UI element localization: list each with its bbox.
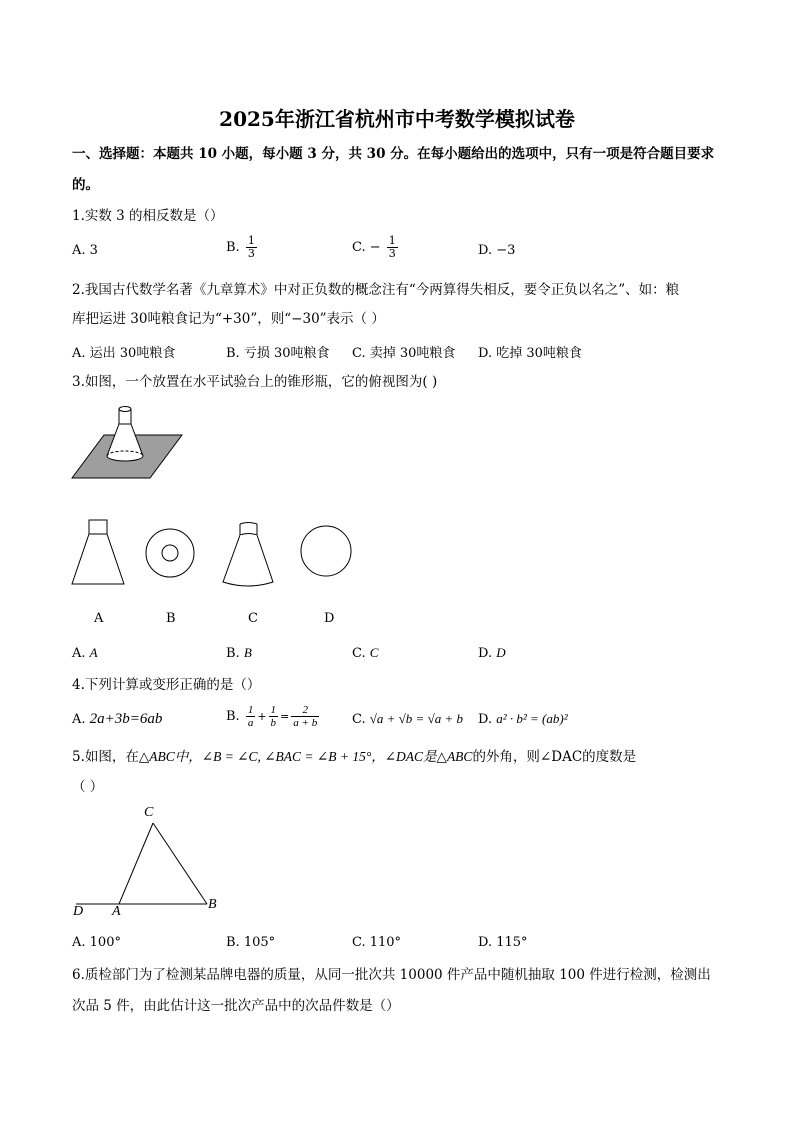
option-a-neck	[89, 520, 107, 534]
fraction-numerator: 1	[247, 704, 254, 716]
q4-option-b	[226, 704, 321, 729]
q5-option-c: C. 110°	[352, 935, 402, 950]
q5-stem-part: 的外角，则∠DAC的度数是	[472, 749, 637, 765]
q4-option-a	[72, 711, 162, 728]
option-a-trapezoid	[72, 534, 124, 584]
fraction-numerator: 2	[291, 704, 319, 717]
q1-option-b	[226, 235, 259, 260]
q2-stem-line1: 2.我国古代数学名著《九章算术》中对正负数的概念注有“今两算得失相反，要令正负以名之”、如：粮	[72, 282, 680, 298]
q3-option-figures	[70, 518, 360, 588]
q5-triangle-name: ABC	[446, 749, 473, 764]
fraction-denominator: a + b	[293, 717, 318, 729]
q5-option-a: A. 100°	[72, 935, 121, 950]
q2-option-b: B. 亏损 30吨粮食	[226, 346, 330, 361]
q3-stem: 3.如图，一个放置在水平试验台上的锥形瓶，它的俯视图为( )	[72, 374, 438, 390]
option-b-inner-circle	[162, 545, 178, 561]
q5-label-c: C	[144, 805, 154, 820]
q3-fig-label-b: B	[166, 611, 176, 626]
q3-option-a-value: A	[89, 645, 98, 660]
q4-option-b-prefix: B.	[226, 709, 240, 724]
q5-stem-part: 5.如图，在△	[72, 749, 150, 765]
q5-stem-part: 中，∠B = ∠C, ∠BAC = ∠B + 15°，∠DAC是△	[174, 749, 447, 764]
q2-option-c: C. 卖掉 30吨粮食	[352, 346, 456, 361]
q4-b-term2	[269, 704, 279, 729]
q3-option-d	[478, 645, 506, 661]
fraction-denominator: 3	[388, 247, 396, 260]
q1-option-b-fraction	[246, 235, 257, 260]
q3-option-c-prefix: C.	[352, 646, 366, 661]
fraction-denominator: b	[270, 717, 277, 729]
q5-stem-line1	[72, 748, 636, 766]
plus-sign: +	[257, 710, 267, 723]
q1-option-c	[352, 235, 400, 260]
q4-option-d-prefix: D.	[478, 712, 493, 727]
q5-option-d: D. 115°	[478, 935, 528, 950]
equals-sign: =	[280, 710, 290, 723]
q1-option-c-fraction	[387, 235, 398, 260]
q5-triangle-name: ABC	[149, 749, 175, 764]
q3-option-a	[72, 645, 98, 661]
option-c-neck-top	[240, 523, 257, 525]
q3-fig-label-c: C	[248, 611, 258, 626]
q3-option-b-prefix: B.	[226, 646, 240, 661]
q4-option-c-expression: √a + √b = √a + b	[369, 711, 463, 726]
q1-stem: 1.实数 3 的相反数是（）	[72, 208, 224, 224]
q4-b-term1	[246, 704, 256, 729]
fraction-numerator: 1	[270, 704, 277, 716]
q4-option-a-prefix: A.	[72, 712, 86, 727]
q4-option-a-expression: 2a+3b=6ab	[89, 711, 163, 727]
side-cb	[153, 823, 207, 904]
q4-stem: 4.下列计算或变形正确的是（）	[72, 677, 261, 693]
fraction-denominator: a	[247, 717, 254, 729]
q3-option-d-prefix: D.	[478, 646, 493, 661]
q2-stem-line2: 库把运进 30吨粮食记为“+30”，则“−30”表示（ ）	[72, 311, 385, 327]
page-title: 2025年浙江省杭州市中考数学模拟试卷	[219, 107, 575, 131]
section-header-line2: 的。	[72, 177, 99, 193]
option-c-body	[223, 535, 273, 586]
q1-option-a: A. 3	[72, 243, 98, 258]
side-ac	[119, 823, 153, 904]
section-header-line1: 一、选择题：本题共 10 小题，每小题 3 分，共 30 分。在每小题给出的选项中，只有一项是符合题目要求	[72, 146, 715, 162]
option-d-circle	[301, 526, 351, 576]
flask-neck-top	[119, 407, 131, 412]
q3-option-b	[226, 645, 252, 661]
q3-flask-on-platform-figure	[72, 400, 184, 482]
q4-b-term3	[291, 704, 319, 729]
q4-option-d	[478, 711, 568, 727]
q5-label-b: B	[208, 897, 217, 912]
q5-option-b: B. 105°	[226, 935, 276, 950]
flask-body	[107, 424, 143, 461]
q1-option-b-prefix: B.	[226, 240, 240, 255]
q3-option-c-value: C	[369, 645, 379, 660]
fraction-numerator: 1	[388, 234, 396, 247]
fraction-denominator: 3	[247, 247, 255, 260]
option-c-neck-bottom	[240, 534, 257, 536]
q4-option-d-expression: a² · b² = (ab)²	[496, 711, 568, 726]
q1-option-c-prefix: C. −	[352, 240, 381, 255]
q4-option-c-prefix: C.	[352, 712, 366, 727]
q2-option-d: D. 吃掉 30吨粮食	[478, 346, 582, 361]
q3-option-c	[352, 645, 378, 661]
q3-fig-label-a: A	[94, 611, 104, 626]
q2-option-a: A. 运出 30吨粮食	[72, 346, 176, 361]
q5-label-d: D	[73, 904, 84, 919]
q6-stem-line1: 6.质检部门为了检测某品牌电器的质量，从同一批次共 10000 件产品中随机抽取 100 件进行检测，检测出	[72, 967, 711, 983]
q5-stem-line2: （ ）	[72, 779, 104, 795]
q3-fig-label-d: D	[324, 611, 335, 626]
q3-option-b-value: B	[243, 645, 252, 660]
q1-option-d: D. −3	[478, 243, 516, 258]
q6-stem-line2: 次品 5 件，由此估计这一批次产品中的次品件数是（）	[72, 998, 400, 1014]
q3-option-a-prefix: A.	[72, 646, 86, 661]
q4-option-c	[352, 711, 463, 727]
q3-option-d-value: D	[496, 645, 506, 660]
fraction-numerator: 1	[247, 234, 255, 247]
q5-label-a: A	[112, 904, 121, 919]
